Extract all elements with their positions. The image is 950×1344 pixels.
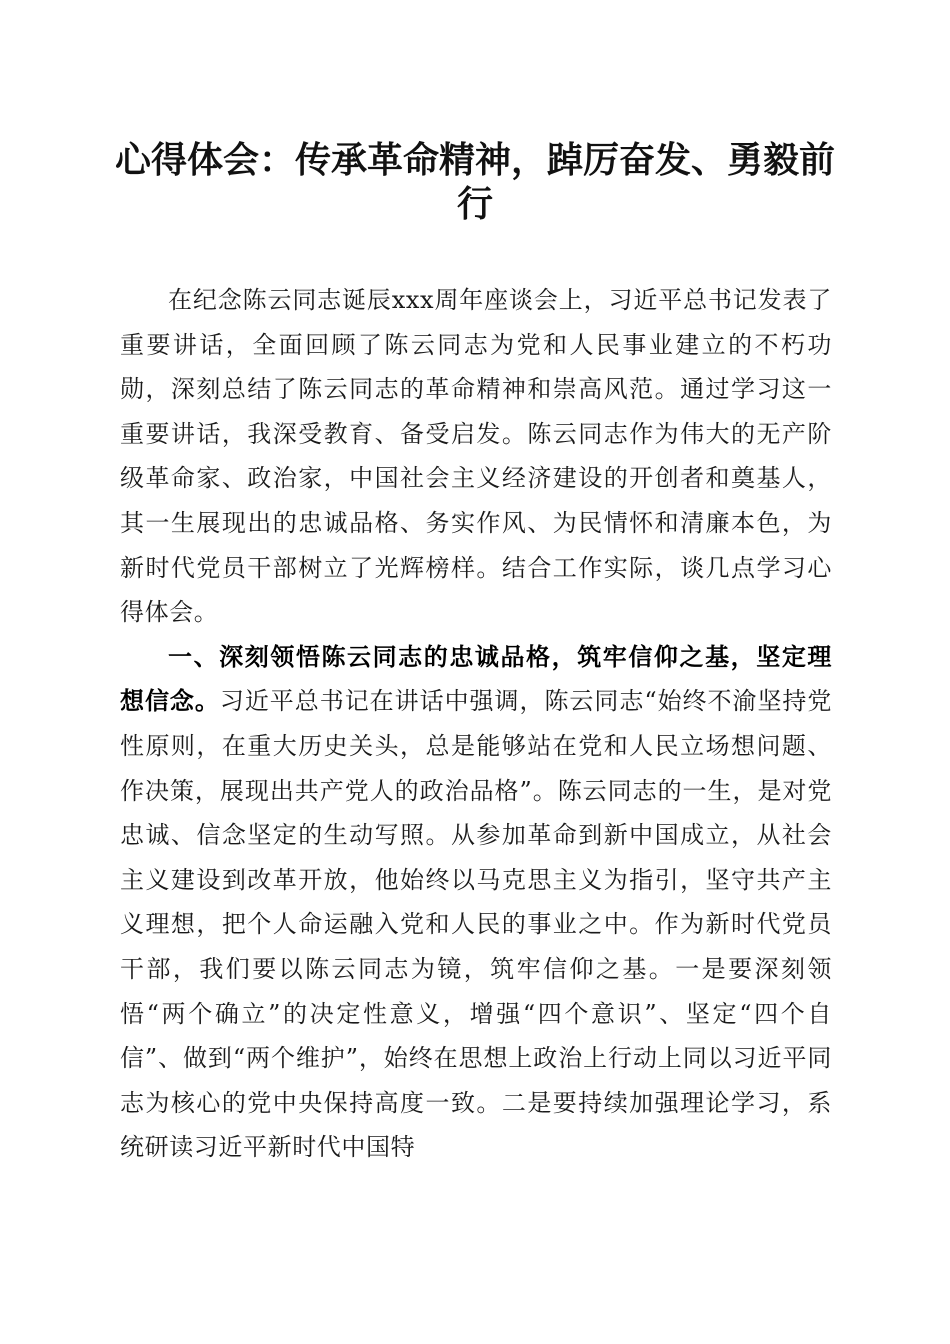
intro-paragraph [120,278,832,635]
intro-paragraph-text: 在纪念陈云同志诞辰xxx周年座谈会上，习近平总书记发表了重要讲话，全面回顾了陈云同志为党和人民事业建立的不朽功勋，深刻总结了陈云同志的革命精神和崇高风范。通过学习这一重要讲话，我深受教育、备受启发。陈云同志作为伟大的无产阶级革命家、政治家，中国社会主义经济建设的开创者和奠基人，其一生展现出的忠诚品格、务实作风、为民情怀和清廉本色，为新时代党员干部树立了光辉榜样。结合工作实际，谈几点学习心得体会。 [120,286,832,627]
document-title: 心得体会：传承革命精神，踔厉奋发、勇毅前行 [114,139,835,225]
document-body [120,278,832,1170]
section-one-heading: 一、深刻领悟陈云同志的忠诚品格，筑牢信仰之基，坚定理想信念。 [120,642,832,716]
section-one-paragraph [120,635,832,1170]
section-one-text: 习近平总书记在讲话中强调，陈云同志“始终不渝坚持党性原则，在重大历史关头，总是能够站在党和人民立场想问题、作决策，展现出共产党人的政治品格”。陈云同志的一生，是对党忠诚、信念坚定的生动写照。从参加革命到新中国成立，从社会主义建设到改革开放，他始终以马克思主义为指引，坚守共产主义理想，把个人命运融入党和人民的事业之中。作为新时代党员干部，我们要以陈云同志为镜，筑牢信仰之基。一是要深刻领悟“两个确立”的决定性意义，增强“四个意识”、坚定“四个自信”、做到“两个维护”，始终在思想上政治上行动上同以习近平同志为核心的党中央保持高度一致。二是要持续加强理论学习，系统研读习近平新时代中国特 [120,687,832,1162]
